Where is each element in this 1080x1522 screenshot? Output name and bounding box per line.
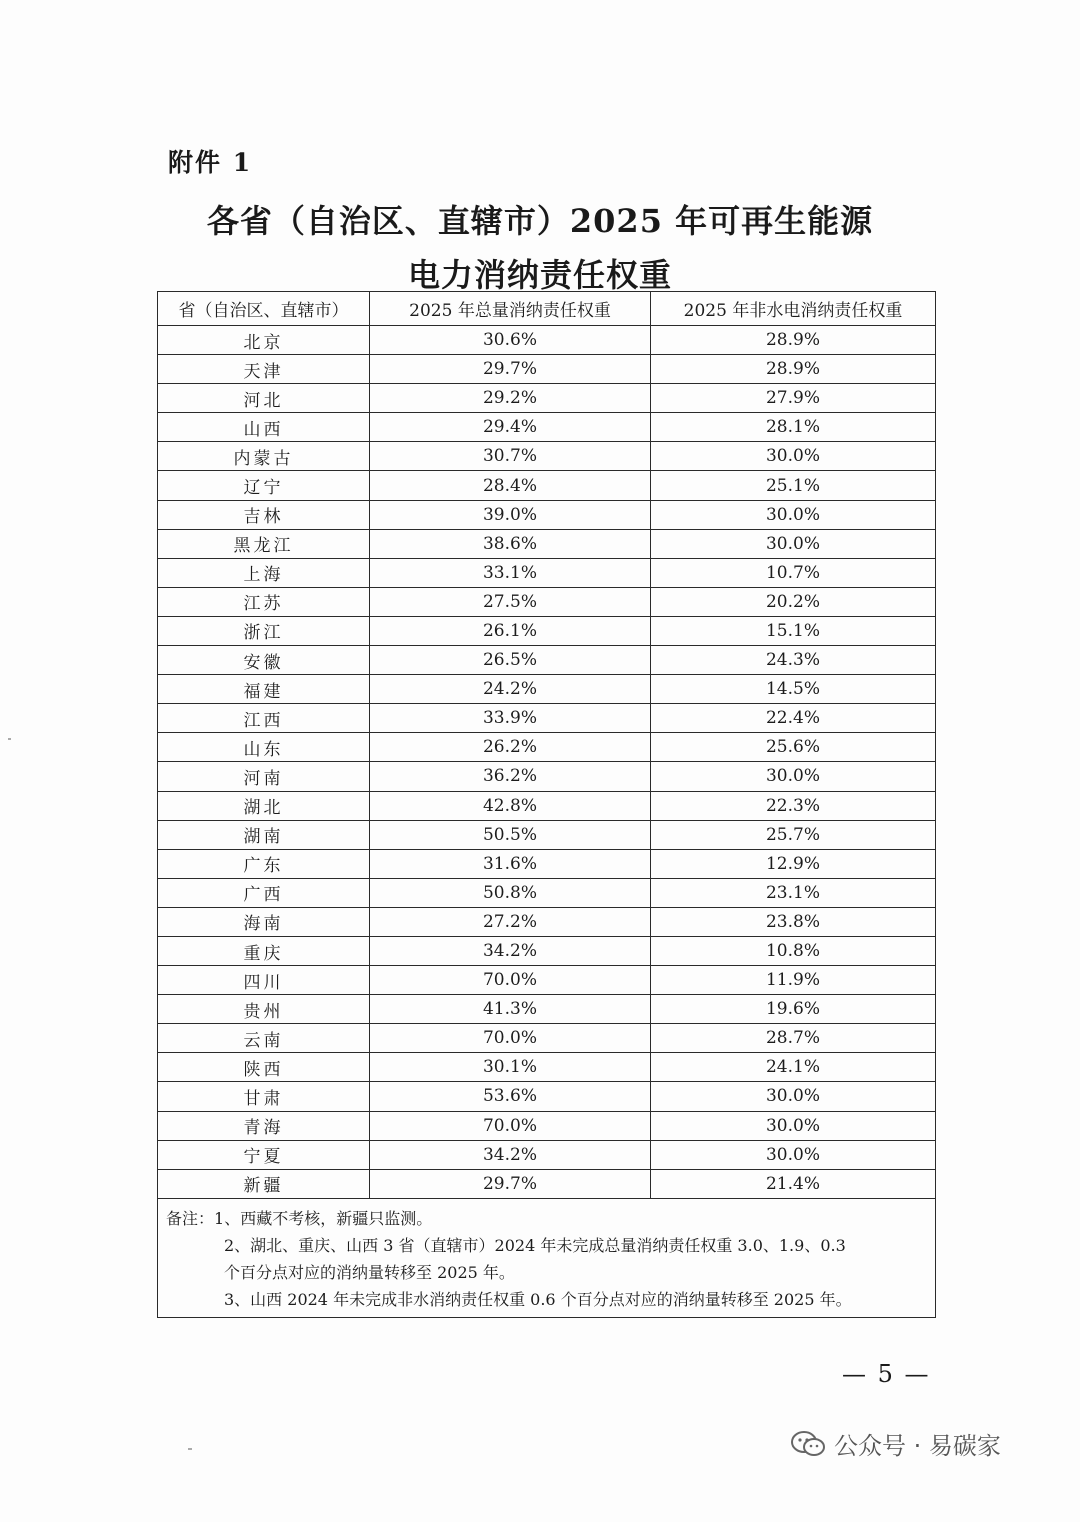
total-weight-cell: 30.6% xyxy=(370,326,651,355)
total-weight-cell: 29.2% xyxy=(370,384,651,413)
total-weight-cell: 38.6% xyxy=(370,529,651,558)
province-cell: 重庆 xyxy=(158,936,370,965)
province-cell: 甘肃 xyxy=(158,1082,370,1111)
table-row xyxy=(158,966,936,995)
province-cell: 黑龙江 xyxy=(158,529,370,558)
non-hydro-weight-cell: 22.4% xyxy=(651,704,936,733)
table-row xyxy=(158,936,936,965)
province-cell: 宁夏 xyxy=(158,1140,370,1169)
non-hydro-weight-cell: 30.0% xyxy=(651,442,936,471)
total-weight-cell: 29.7% xyxy=(370,1169,651,1198)
non-hydro-weight-cell: 30.0% xyxy=(651,762,936,791)
province-cell: 新疆 xyxy=(158,1169,370,1198)
total-weight-cell: 24.2% xyxy=(370,675,651,704)
table-body xyxy=(158,326,936,1199)
total-weight-cell: 28.4% xyxy=(370,471,651,500)
document-title-line2: 电力消纳责任权重 xyxy=(407,256,672,294)
province-cell: 辽宁 xyxy=(158,471,370,500)
non-hydro-weight-cell: 11.9% xyxy=(651,966,936,995)
table-row xyxy=(158,1024,936,1053)
table-row xyxy=(158,616,936,645)
table-row xyxy=(158,791,936,820)
table-row xyxy=(158,326,936,355)
total-weight-cell: 70.0% xyxy=(370,1024,651,1053)
province-cell: 江苏 xyxy=(158,587,370,616)
table-row xyxy=(158,1169,936,1198)
total-weight-cell: 26.5% xyxy=(370,646,651,675)
non-hydro-weight-cell: 27.9% xyxy=(651,384,936,413)
total-weight-cell: 53.6% xyxy=(370,1082,651,1111)
total-weight-cell: 26.1% xyxy=(370,616,651,645)
table-row xyxy=(158,646,936,675)
total-weight-cell: 29.7% xyxy=(370,355,651,384)
table-row xyxy=(158,849,936,878)
note-1 xyxy=(166,1205,927,1232)
province-cell: 贵州 xyxy=(158,995,370,1024)
non-hydro-weight-cell: 28.9% xyxy=(651,355,936,384)
total-weight-cell: 50.8% xyxy=(370,878,651,907)
table-row xyxy=(158,907,936,936)
non-hydro-weight-cell: 15.1% xyxy=(651,616,936,645)
table-header-row xyxy=(158,292,936,326)
non-hydro-weight-cell: 25.6% xyxy=(651,733,936,762)
province-cell: 山西 xyxy=(158,413,370,442)
scan-speck xyxy=(188,1448,192,1450)
non-hydro-weight-cell: 30.0% xyxy=(651,500,936,529)
total-weight-cell: 34.2% xyxy=(370,1140,651,1169)
note-2-line-1: 2、湖北、重庆、山西 3 省（直辖市）2024 年未完成总量消纳责任权重 3.0、1.9、0.3 xyxy=(224,1235,846,1255)
non-hydro-weight-cell: 30.0% xyxy=(651,1082,936,1111)
column-header-province: 省（自治区、直辖市） xyxy=(158,292,370,326)
total-weight-cell: 30.7% xyxy=(370,442,651,471)
total-weight-cell: 29.4% xyxy=(370,413,651,442)
column-header-total-weight: 2025 年总量消纳责任权重 xyxy=(370,292,651,326)
attachment-label: 附件 1 xyxy=(168,148,253,177)
total-weight-cell: 27.5% xyxy=(370,587,651,616)
note-1-text: 1、西藏不考核，新疆只监测。 xyxy=(214,1208,433,1228)
weights-table xyxy=(157,291,936,1318)
non-hydro-weight-cell: 25.7% xyxy=(651,820,936,849)
table-row xyxy=(158,995,936,1024)
column-header-non-hydro-weight: 2025 年非水电消纳责任权重 xyxy=(651,292,936,326)
non-hydro-weight-cell: 24.1% xyxy=(651,1053,936,1082)
province-cell: 福建 xyxy=(158,675,370,704)
province-cell: 河南 xyxy=(158,762,370,791)
province-cell: 山东 xyxy=(158,733,370,762)
province-cell: 天津 xyxy=(158,355,370,384)
total-weight-cell: 70.0% xyxy=(370,966,651,995)
province-cell: 广西 xyxy=(158,878,370,907)
scan-speck xyxy=(8,738,11,740)
non-hydro-weight-cell: 10.7% xyxy=(651,558,936,587)
non-hydro-weight-cell: 22.3% xyxy=(651,791,936,820)
table-row xyxy=(158,820,936,849)
province-cell: 湖南 xyxy=(158,820,370,849)
table-row xyxy=(158,587,936,616)
table-row xyxy=(158,500,936,529)
table-row xyxy=(158,704,936,733)
non-hydro-weight-cell: 30.0% xyxy=(651,1140,936,1169)
non-hydro-weight-cell: 28.9% xyxy=(651,326,936,355)
table-row xyxy=(158,762,936,791)
total-weight-cell: 30.1% xyxy=(370,1053,651,1082)
table-row xyxy=(158,355,936,384)
table-row xyxy=(158,1140,936,1169)
non-hydro-weight-cell: 10.8% xyxy=(651,936,936,965)
province-cell: 北京 xyxy=(158,326,370,355)
table-row xyxy=(158,413,936,442)
province-cell: 陕西 xyxy=(158,1053,370,1082)
page-number: — 5 — xyxy=(842,1360,931,1388)
province-cell: 湖北 xyxy=(158,791,370,820)
table-row xyxy=(158,1111,936,1140)
province-cell: 云南 xyxy=(158,1024,370,1053)
non-hydro-weight-cell: 20.2% xyxy=(651,587,936,616)
non-hydro-weight-cell: 24.3% xyxy=(651,646,936,675)
note-2-line-2: 个百分点对应的消纳量转移至 2025 年。 xyxy=(224,1262,515,1282)
non-hydro-weight-cell: 23.1% xyxy=(651,878,936,907)
table-row xyxy=(158,1082,936,1111)
province-cell: 海南 xyxy=(158,907,370,936)
notes-cell xyxy=(158,1198,936,1317)
total-weight-cell: 41.3% xyxy=(370,995,651,1024)
non-hydro-weight-cell: 19.6% xyxy=(651,995,936,1024)
province-cell: 浙江 xyxy=(158,616,370,645)
wechat-icon xyxy=(790,1430,826,1458)
table-row xyxy=(158,733,936,762)
table-row xyxy=(158,529,936,558)
non-hydro-weight-cell: 30.0% xyxy=(651,529,936,558)
total-weight-cell: 39.0% xyxy=(370,500,651,529)
total-weight-cell: 36.2% xyxy=(370,762,651,791)
total-weight-cell: 42.8% xyxy=(370,791,651,820)
table-row xyxy=(158,471,936,500)
non-hydro-weight-cell: 21.4% xyxy=(651,1169,936,1198)
non-hydro-weight-cell: 30.0% xyxy=(651,1111,936,1140)
province-cell: 青海 xyxy=(158,1111,370,1140)
non-hydro-weight-cell: 23.8% xyxy=(651,907,936,936)
non-hydro-weight-cell: 14.5% xyxy=(651,675,936,704)
table-row xyxy=(158,442,936,471)
province-cell: 上海 xyxy=(158,558,370,587)
table-row xyxy=(158,878,936,907)
total-weight-cell: 33.1% xyxy=(370,558,651,587)
province-cell: 安徽 xyxy=(158,646,370,675)
province-cell: 广东 xyxy=(158,849,370,878)
province-cell: 内蒙古 xyxy=(158,442,370,471)
total-weight-cell: 27.2% xyxy=(370,907,651,936)
total-weight-cell: 31.6% xyxy=(370,849,651,878)
table-row xyxy=(158,675,936,704)
non-hydro-weight-cell: 12.9% xyxy=(651,849,936,878)
total-weight-cell: 33.9% xyxy=(370,704,651,733)
province-cell: 四川 xyxy=(158,966,370,995)
watermark xyxy=(790,1426,1001,1461)
non-hydro-weight-cell: 28.1% xyxy=(651,413,936,442)
table-row xyxy=(158,384,936,413)
total-weight-cell: 50.5% xyxy=(370,820,651,849)
province-cell: 吉林 xyxy=(158,500,370,529)
non-hydro-weight-cell: 25.1% xyxy=(651,471,936,500)
province-cell: 河北 xyxy=(158,384,370,413)
province-cell: 江西 xyxy=(158,704,370,733)
notes-row xyxy=(158,1198,936,1317)
total-weight-cell: 34.2% xyxy=(370,936,651,965)
total-weight-cell: 26.2% xyxy=(370,733,651,762)
notes-prefix: 备注： xyxy=(166,1208,215,1228)
watermark-text: 公众号 · 易碳家 xyxy=(834,1432,1001,1460)
table-row xyxy=(158,558,936,587)
document-title-line1: 各省（自治区、直辖市）2025 年可再生能源 xyxy=(206,202,874,240)
table-row xyxy=(158,1053,936,1082)
non-hydro-weight-cell: 28.7% xyxy=(651,1024,936,1053)
total-weight-cell: 70.0% xyxy=(370,1111,651,1140)
note-3: 3、山西 2024 年未完成非水消纳责任权重 0.6 个百分点对应的消纳量转移至 2025 年。 xyxy=(224,1289,852,1309)
